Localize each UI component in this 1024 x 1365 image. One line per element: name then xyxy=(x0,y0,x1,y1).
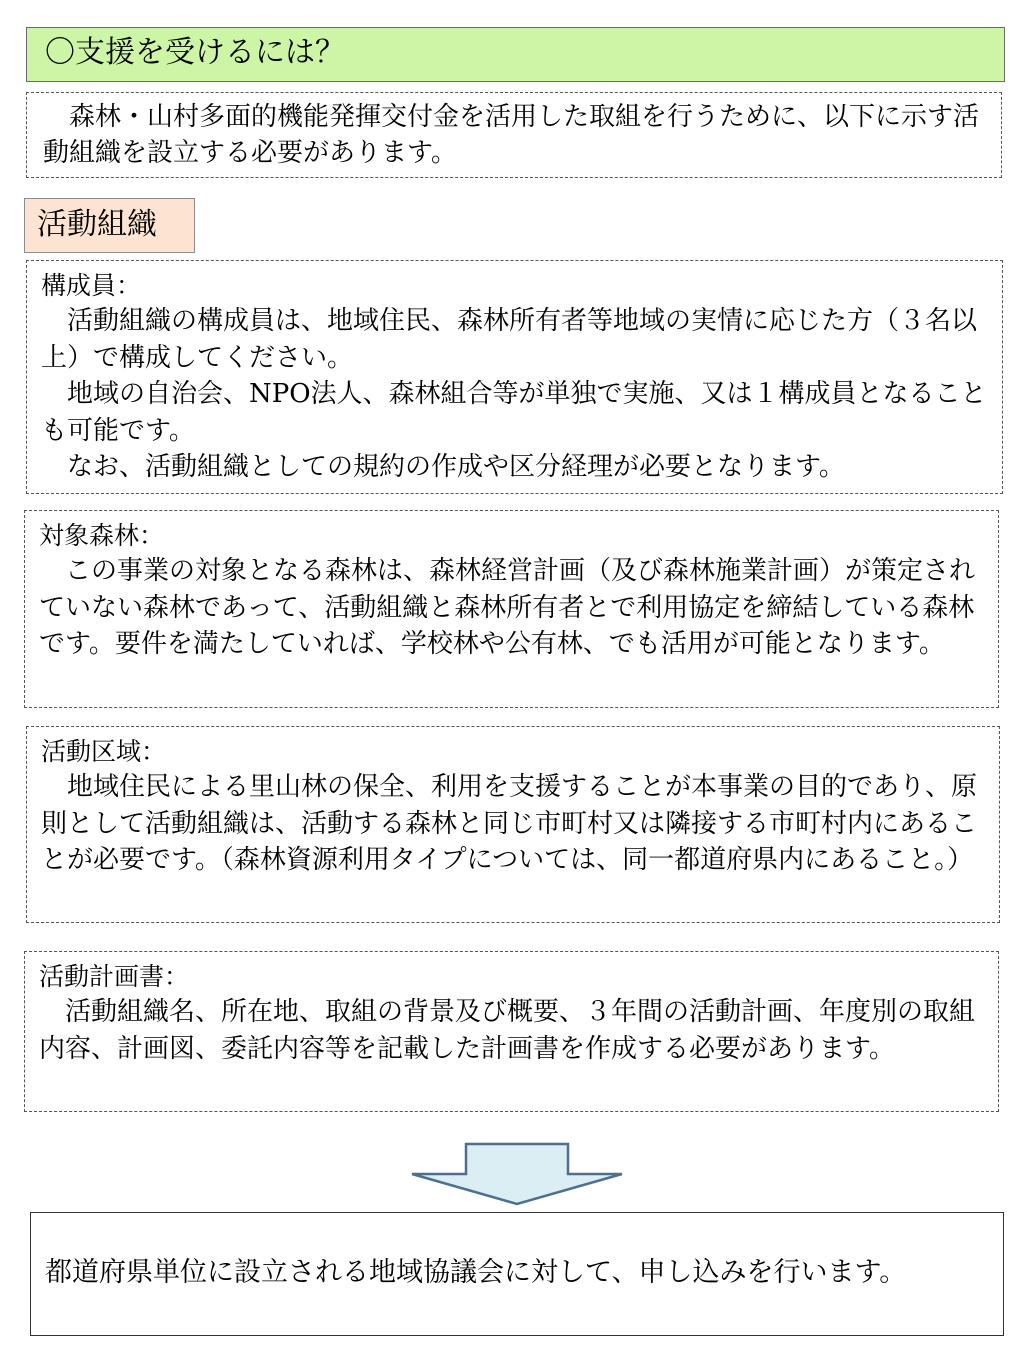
target-forest-paragraph: この事業の対象となる森林は、森林経営計画（及び森林施業計画）が策定されていない森林であって、活動組織と森林所有者とで利用協定を締結している森林です。要件を満たしていれば、学校林や公有林、でも活用が可能となります。 xyxy=(39,556,976,659)
activity-plan-paragraph: 活動組織名、所在地、取組の背景及び概要、３年間の活動計画、年度別の取組内容、計画図、委託内容等を記載した計画書を作成する必要があります。 xyxy=(39,997,976,1064)
target-forest-heading: 対象森林： xyxy=(39,521,165,550)
target-forest-section xyxy=(24,510,999,708)
members-paragraph-1: 活動組織の構成員は、地域住民、森林所有者等地域の実情に応じた方（３名以上）で構成してください。 xyxy=(41,306,978,373)
members-paragraph-3: なお、活動組織としての規約の作成や区分経理が必要となります。 xyxy=(67,452,845,482)
intro-text: 森林・山村多面的機能発揮交付金を活用した取組を行うために、以下に示す活動組織を設立する必要があります。 xyxy=(43,102,980,168)
activity-plan-heading: 活動計画書： xyxy=(39,962,190,991)
activity-plan-section xyxy=(24,951,999,1112)
members-paragraph-2: 地域の自治会、NPO法人、森林組合等が単独で実施、又は１構成員となることも可能です。 xyxy=(41,379,987,446)
members-section xyxy=(26,260,1003,494)
intro-text-box xyxy=(26,92,1002,178)
members-heading: 構成員： xyxy=(41,271,142,300)
application-note: 都道府県単位に設立される地域協議会に対して、申し込みを行います。 xyxy=(30,1212,1004,1336)
down-arrow-icon xyxy=(408,1140,626,1208)
activity-area-section xyxy=(26,726,1000,923)
organization-label: 活動組織 xyxy=(24,198,195,253)
page-title: 〇支援を受けるには？ xyxy=(26,27,1005,82)
activity-area-heading: 活動区域： xyxy=(41,737,167,766)
activity-area-paragraph: 地域住民による里山林の保全、利用を支援することが本事業の目的であり、原則として活動組織は、活動する森林と同じ市町村又は隣接する市町村内にあることが必要です。（森林資源利用タイプについては、同一都道府県内にあること。） xyxy=(41,772,978,875)
